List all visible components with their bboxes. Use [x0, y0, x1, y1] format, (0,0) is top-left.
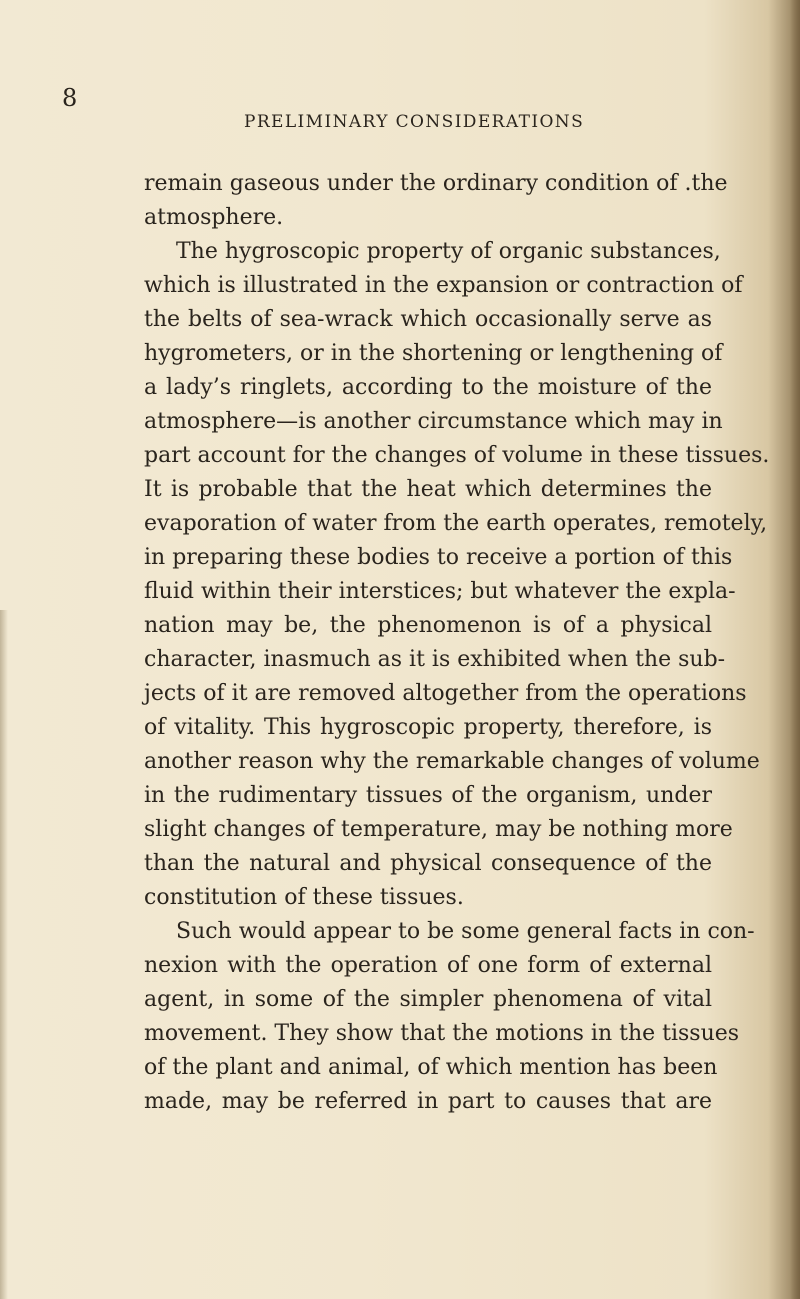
running-head: PRELIMINARY CONSIDERATIONS: [244, 112, 585, 132]
body-line-8: atmosphere—is another circumstance which may in: [144, 409, 723, 434]
body-line-19: in the rudimentary tissues of the organism, under: [144, 783, 712, 808]
page-left-shadow: [0, 610, 8, 1299]
body-line-14: nation may be, the phenomenon is of a physical: [144, 613, 712, 638]
body-line-9: part account for the changes of volume in these tissues.: [144, 443, 770, 468]
body-line-21: than the natural and physical consequence of the: [144, 851, 712, 876]
body-line-27: of the plant and animal, of which mention has been: [144, 1055, 718, 1080]
body-line-13: fluid within their interstices; but whatever the expla-: [144, 579, 736, 604]
body-line-17: of vitality. This hygroscopic property, therefore, is: [144, 715, 712, 740]
body-line-26: movement. They show that the motions in the tissues: [144, 1021, 740, 1046]
body-line-20: slight changes of temperature, may be nothing more: [144, 817, 733, 842]
body-line-4: which is illustrated in the expansion or contraction of: [144, 273, 743, 298]
body-line-15: character, inasmuch as it is exhibited when the sub-: [144, 647, 726, 672]
body-line-12: in preparing these bodies to receive a portion of this: [144, 545, 733, 570]
body-line-2: atmosphere.: [144, 205, 284, 230]
body-line-7: a lady’s ringlets, according to the moisture of the: [144, 375, 712, 400]
body-line-16: jects of it are removed altogether from the operations: [144, 681, 747, 706]
body-line-3: The hygroscopic property of organic substances,: [176, 239, 721, 264]
body-line-28: made, may be referred in part to causes that are: [144, 1089, 712, 1114]
body-line-1: remain gaseous under the ordinary condition of .the: [144, 171, 728, 196]
page-right-shadow: [790, 0, 800, 1299]
body-line-23: Such would appear to be some general facts in con-: [176, 919, 755, 944]
body-line-10: It is probable that the heat which determines the: [144, 477, 712, 502]
body-line-11: evaporation of water from the earth operates, remotely,: [144, 511, 768, 536]
page-number: 8: [62, 84, 78, 112]
body-line-18: another reason why the remarkable changes of volume: [144, 749, 760, 774]
body-line-6: hygrometers, or in the shortening or lengthening of: [144, 341, 723, 366]
body-line-22: constitution of these tissues.: [144, 885, 464, 910]
body-line-25: agent, in some of the simpler phenomena of vital: [144, 987, 712, 1012]
body-line-5: the belts of sea-wrack which occasionally serve as: [144, 307, 712, 332]
body-line-24: nexion with the operation of one form of external: [144, 953, 712, 978]
